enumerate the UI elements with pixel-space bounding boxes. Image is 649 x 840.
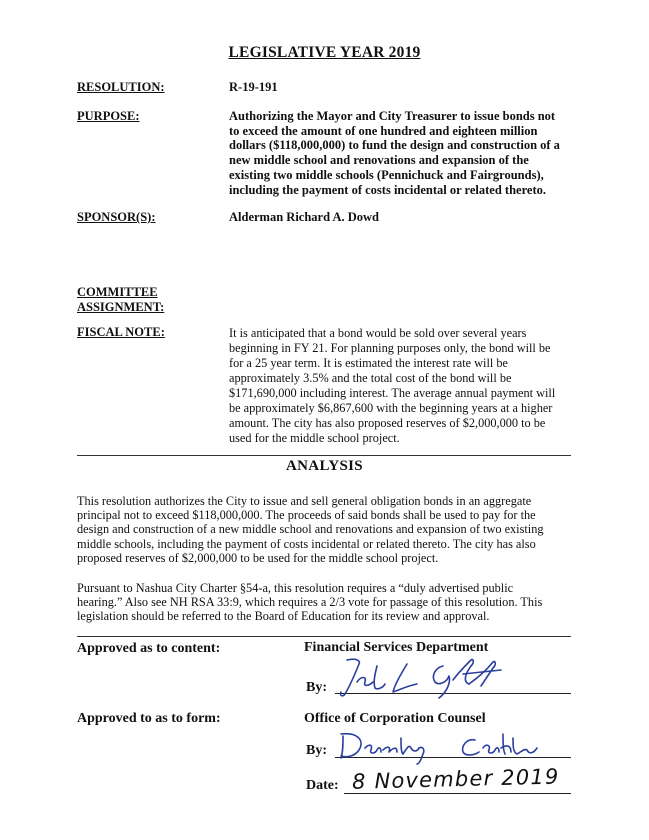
purpose-line: to exceed the amount of one hundred and eighteen million: [229, 123, 538, 138]
signature-stroke: [463, 740, 479, 755]
signature-stroke: [365, 745, 381, 753]
fiscal-note-line: approximately 3.5% and the total cost of the bond will be: [229, 371, 512, 385]
signature-stroke: [433, 666, 449, 698]
signature-stroke: [393, 664, 417, 692]
sponsor-label: SPONSOR(S):: [77, 210, 156, 224]
signature-stroke: [374, 666, 385, 689]
purpose-line: Authorizing the Mayor and City Treasurer to issue bonds not: [229, 109, 556, 123]
purpose-label: PURPOSE:: [77, 109, 140, 123]
fiscal-note-line: $171,690,000 including interest. The average annual payment will: [229, 386, 556, 400]
financial-services-department: Financial Services Department: [304, 640, 489, 655]
signature-stroke: [340, 659, 359, 696]
signature-stroke: [383, 747, 397, 752]
purpose-line: including the payment of costs incidental or related thereto.: [229, 182, 546, 197]
signature-stroke: [483, 745, 499, 753]
analysis-line: Pursuant to Nashua City Charter §54-a, this resolution requires a “duly advertised public: [77, 581, 514, 595]
purpose-line: dollars ($118,000,000) to fund the design and construction of a: [229, 138, 560, 153]
analysis-line: This resolution authorizes the City to issue and sell general obligation bonds in an aggregate: [77, 494, 532, 508]
sponsor-name: Alderman Richard A. Dowd: [229, 210, 380, 224]
purpose-line: existing two middle schools (Pennichuck and Fairgrounds),: [229, 167, 544, 182]
analysis-line: hearing.” Also see NH RSA 33:9, which requires a 2/3 vote for passage of this resolution. This: [77, 595, 543, 610]
date-label: Date:: [306, 778, 339, 793]
analysis-paragraph-1: [77, 494, 571, 565]
resolution-number: R-19-191: [229, 80, 278, 94]
analysis-line: principal not to exceed $118,000,000. The proceeds of said bonds shall be used to pay for the: [77, 508, 536, 523]
assignment-label-line: ASSIGNMENT:: [77, 300, 165, 314]
fiscal-note-label: FISCAL NOTE:: [77, 325, 165, 339]
fiscal-note-line: amount. The city has also proposed reserves of $2,000,000 to be: [229, 416, 546, 430]
approval-divider: [77, 636, 571, 637]
fiscal-note-line: be approximately $6,867,600 with the beginning years at a higher: [229, 401, 553, 415]
committee-label: [77, 285, 164, 315]
approved-content-label: Approved as to content:: [77, 641, 221, 656]
analysis-heading: ANALYSIS: [286, 458, 363, 474]
handwritten-date: [352, 758, 572, 794]
signature-stroke: [513, 738, 537, 754]
analysis-line: middle schools, including the payment of costs incidental or related thereto. The city has also: [77, 536, 536, 551]
fiscal-note-text: [229, 326, 574, 446]
analysis-line: legislation should be referred to the Board of Education for its review and approval.: [77, 609, 490, 624]
resolution-label: RESOLUTION:: [77, 80, 165, 94]
document-title: LEGISLATIVE YEAR 2019: [228, 44, 421, 61]
signature-stroke: [501, 734, 511, 754]
signature-stroke: [341, 734, 361, 758]
form-by-label: By:: [306, 743, 327, 758]
signature-stroke: [453, 659, 473, 684]
fiscal-note-line: for a 25 year term. It is estimated the interest rate will be: [229, 356, 508, 370]
content-by-label: By:: [306, 680, 327, 695]
signature-stroke: [357, 678, 373, 686]
analysis-line: design and construction of a new middle school and renovations and expansion of two existing: [77, 522, 544, 537]
content-signature: [335, 652, 505, 702]
analysis-line: proposed reserves of $2,000,000 to be used for the middle school project.: [77, 550, 439, 565]
approved-form-label: Approved to as to form:: [77, 711, 221, 726]
corporation-counsel-office: Office of Corporation Counsel: [304, 711, 486, 726]
committee-label-line: COMMITTEE: [77, 285, 158, 299]
analysis-paragraph-2: [77, 581, 571, 624]
fiscal-note-line: used for the middle school project.: [229, 431, 400, 445]
handwritten-date-text: 8 November 2019: [351, 764, 560, 794]
fiscal-note-line: It is anticipated that a bond would be sold over several years: [229, 326, 527, 340]
signature-stroke: [401, 738, 419, 754]
purpose-line: new middle school and renovations and expansion of the: [229, 153, 529, 168]
analysis-divider: [77, 455, 571, 456]
fiscal-note-line: beginning in FY 21. For planning purposes only, the bond will be: [229, 341, 551, 355]
purpose-text: [229, 109, 560, 197]
